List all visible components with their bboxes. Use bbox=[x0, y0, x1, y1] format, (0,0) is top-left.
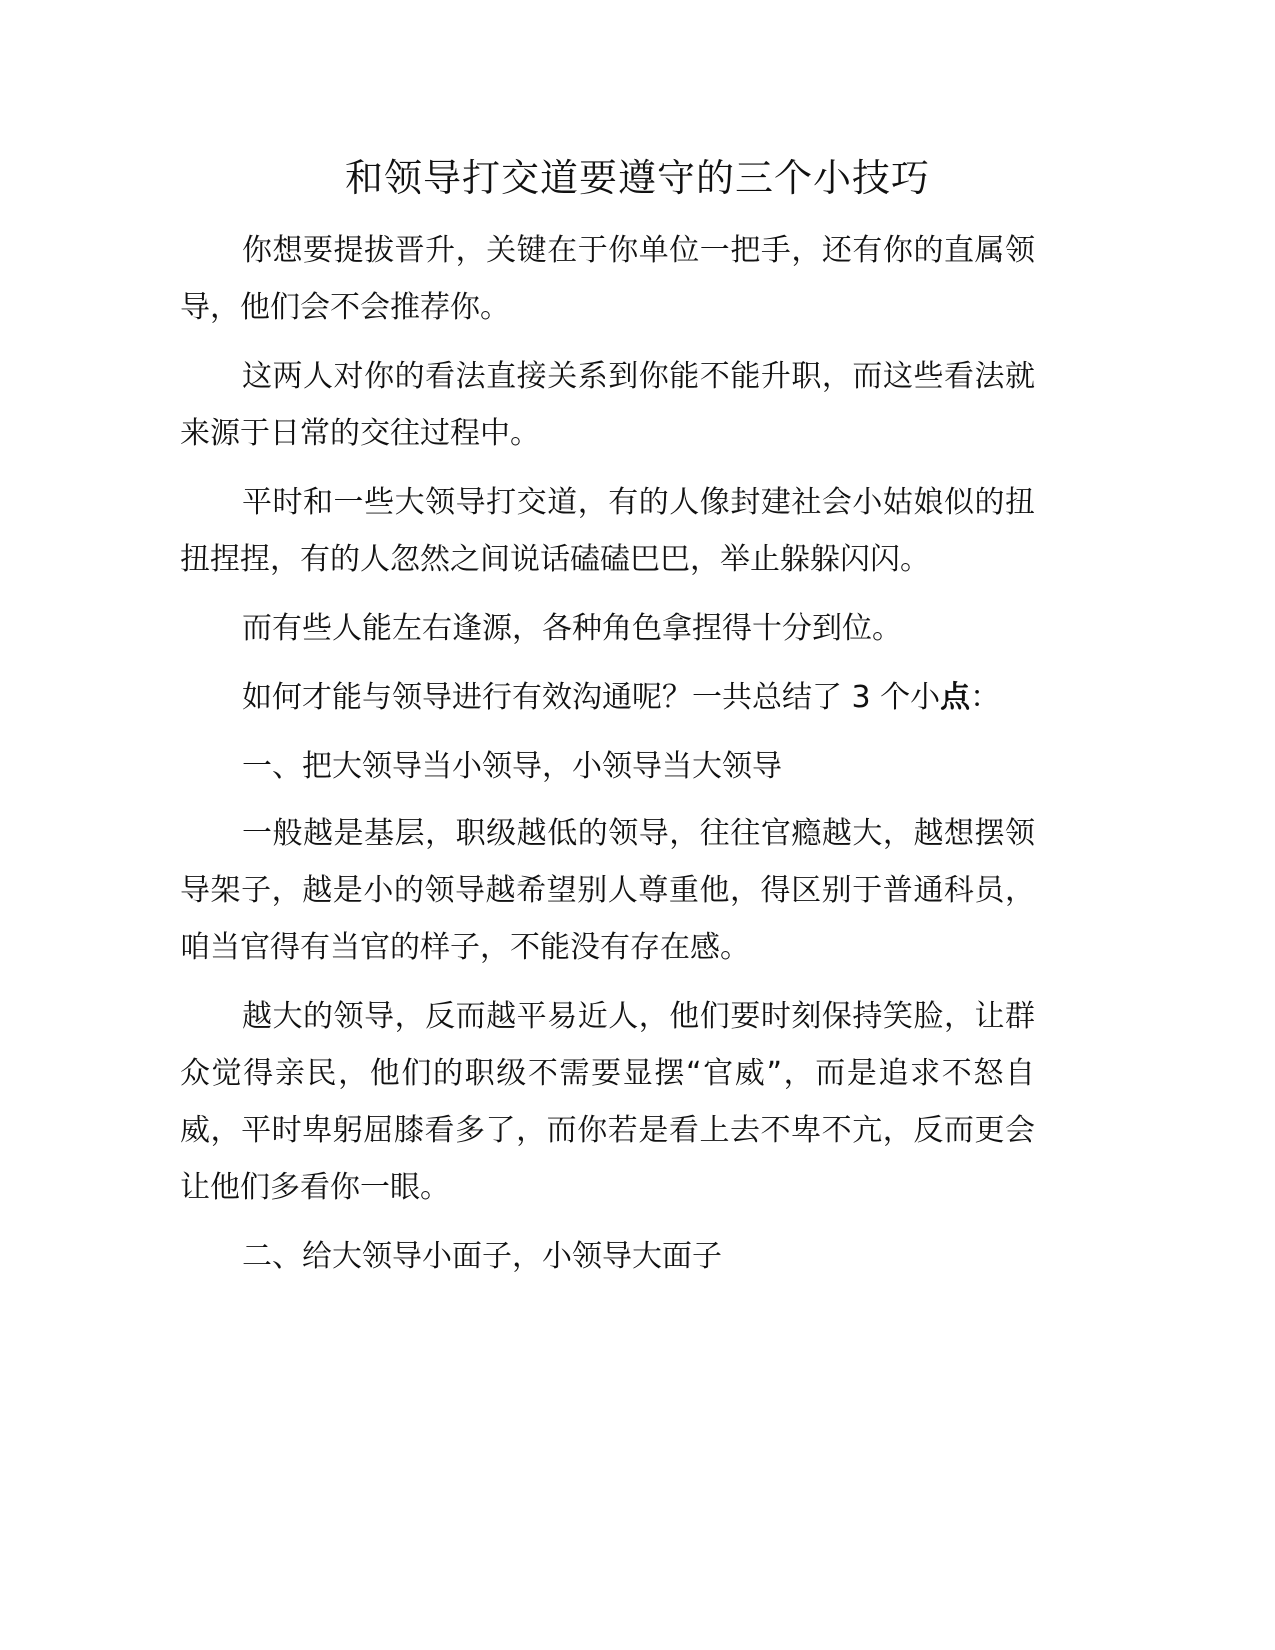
paragraph-opinions: 这两人对你的看法直接关系到你能不能升职，而这些看法就来源于日常的交往过程中。 bbox=[180, 359, 1035, 451]
three-points-text: 如何才能与领导进行有效沟通呢？一共总结了 3 个小 bbox=[242, 680, 941, 715]
document-body bbox=[180, 222, 1035, 1295]
document-title: 和领导打交道要遵守的三个小技巧 bbox=[344, 156, 930, 200]
paragraph-senior-leaders: 越大的领导，反而越平易近人，他们要时刻保持笑脸，让群众觉得亲民，他们的职级不需要显摆“官威”，而是追求不怒自威，平时卑躬屈膝看多了，而你若是看上去不卑不亢，反而更会让他们多看你一眼。 bbox=[180, 999, 1035, 1205]
three-points-emphasis: 点 bbox=[940, 680, 971, 715]
paragraph-three-points bbox=[180, 669, 1035, 726]
paragraph-awkward-behavior: 平时和一些大领导打交道，有的人像封建社会小姑娘似的扭扭捏捏，有的人忽然之间说话磕磕巴巴，举止躲躲闪闪。 bbox=[180, 485, 1035, 577]
paragraph-adept-people: 而有些人能左右逢源，各种角色拿捏得十分到位。 bbox=[242, 611, 902, 646]
paragraph-promotion: 你想要提拔晋升，关键在于你单位一把手，还有你的直属领导，他们会不会推荐你。 bbox=[180, 233, 1035, 325]
section-heading-2: 二、给大领导小面子，小领导大面子 bbox=[242, 1239, 722, 1274]
section-heading-1: 一、把大领导当小领导，小领导当大领导 bbox=[242, 749, 782, 784]
three-points-colon: ： bbox=[970, 680, 1001, 715]
paragraph-grassroots-leaders: 一般越是基层，职级越低的领导，往往官瘾越大，越想摆领导架子，越是小的领导越希望别人尊重他，得区别于普通科员，咱当官得有当官的样子，不能没有存在感。 bbox=[180, 816, 1035, 965]
